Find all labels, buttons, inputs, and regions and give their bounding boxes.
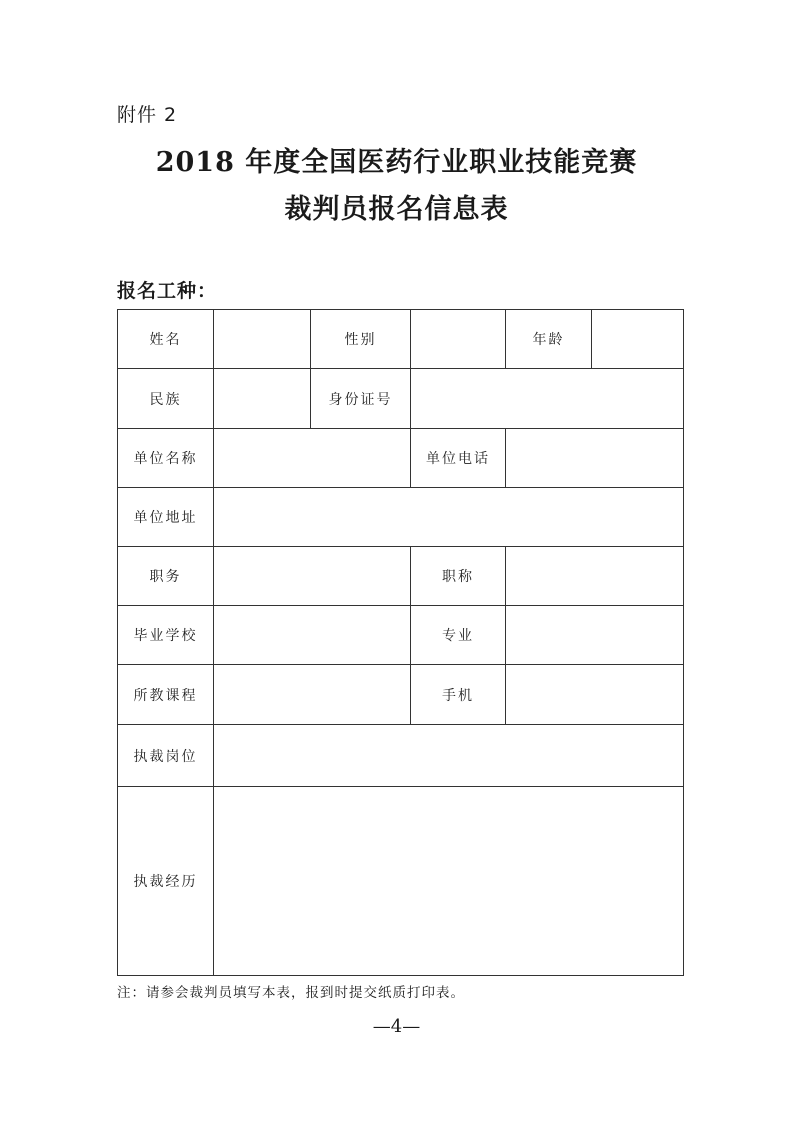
org-address-field[interactable] <box>214 488 684 547</box>
label-ethnicity: 民族 <box>118 369 214 429</box>
attachment-label: 附件 2 <box>117 104 178 126</box>
title-line-1: 2018 年度全国医药行业职业技能竞赛 <box>155 147 638 178</box>
table-row <box>118 369 684 429</box>
age-field[interactable] <box>592 310 684 369</box>
label-gender: 性别 <box>311 310 411 369</box>
id-number-field[interactable] <box>411 369 684 429</box>
table-row <box>118 665 684 725</box>
name-field[interactable] <box>214 310 311 369</box>
label-school: 毕业学校 <box>118 606 214 665</box>
label-title: 职称 <box>411 547 506 606</box>
job-type-label: 报名工种： <box>117 280 218 302</box>
label-major: 专业 <box>411 606 506 665</box>
footnote: 注：请参会裁判员填写本表，报到时提交纸质打印表。 <box>117 985 465 1001</box>
org-phone-field[interactable] <box>506 429 684 488</box>
label-referee-experience: 执裁经历 <box>118 787 214 976</box>
label-age: 年龄 <box>506 310 592 369</box>
registration-form-table <box>117 309 684 976</box>
table-row <box>118 488 684 547</box>
page-number: —4— <box>372 1016 421 1037</box>
label-name: 姓名 <box>118 310 214 369</box>
label-position: 职务 <box>118 547 214 606</box>
ethnicity-field[interactable] <box>214 369 311 429</box>
mobile-field[interactable] <box>506 665 684 725</box>
major-field[interactable] <box>506 606 684 665</box>
label-org-name: 单位名称 <box>118 429 214 488</box>
school-field[interactable] <box>214 606 411 665</box>
label-org-phone: 单位电话 <box>411 429 506 488</box>
label-mobile: 手机 <box>411 665 506 725</box>
position-field[interactable] <box>214 547 411 606</box>
title-line-2: 裁判员报名信息表 <box>284 194 509 225</box>
referee-post-field[interactable] <box>214 725 684 787</box>
label-id-number: 身份证号 <box>311 369 411 429</box>
table-row <box>118 787 684 976</box>
table-row <box>118 547 684 606</box>
table-row <box>118 606 684 665</box>
label-org-address: 单位地址 <box>118 488 214 547</box>
referee-experience-field[interactable] <box>214 787 684 976</box>
gender-field[interactable] <box>411 310 506 369</box>
courses-field[interactable] <box>214 665 411 725</box>
label-referee-post: 执裁岗位 <box>118 725 214 787</box>
org-name-field[interactable] <box>214 429 411 488</box>
label-courses: 所教课程 <box>118 665 214 725</box>
table-row <box>118 725 684 787</box>
table-row <box>118 429 684 488</box>
table-row <box>118 310 684 369</box>
title-field[interactable] <box>506 547 684 606</box>
